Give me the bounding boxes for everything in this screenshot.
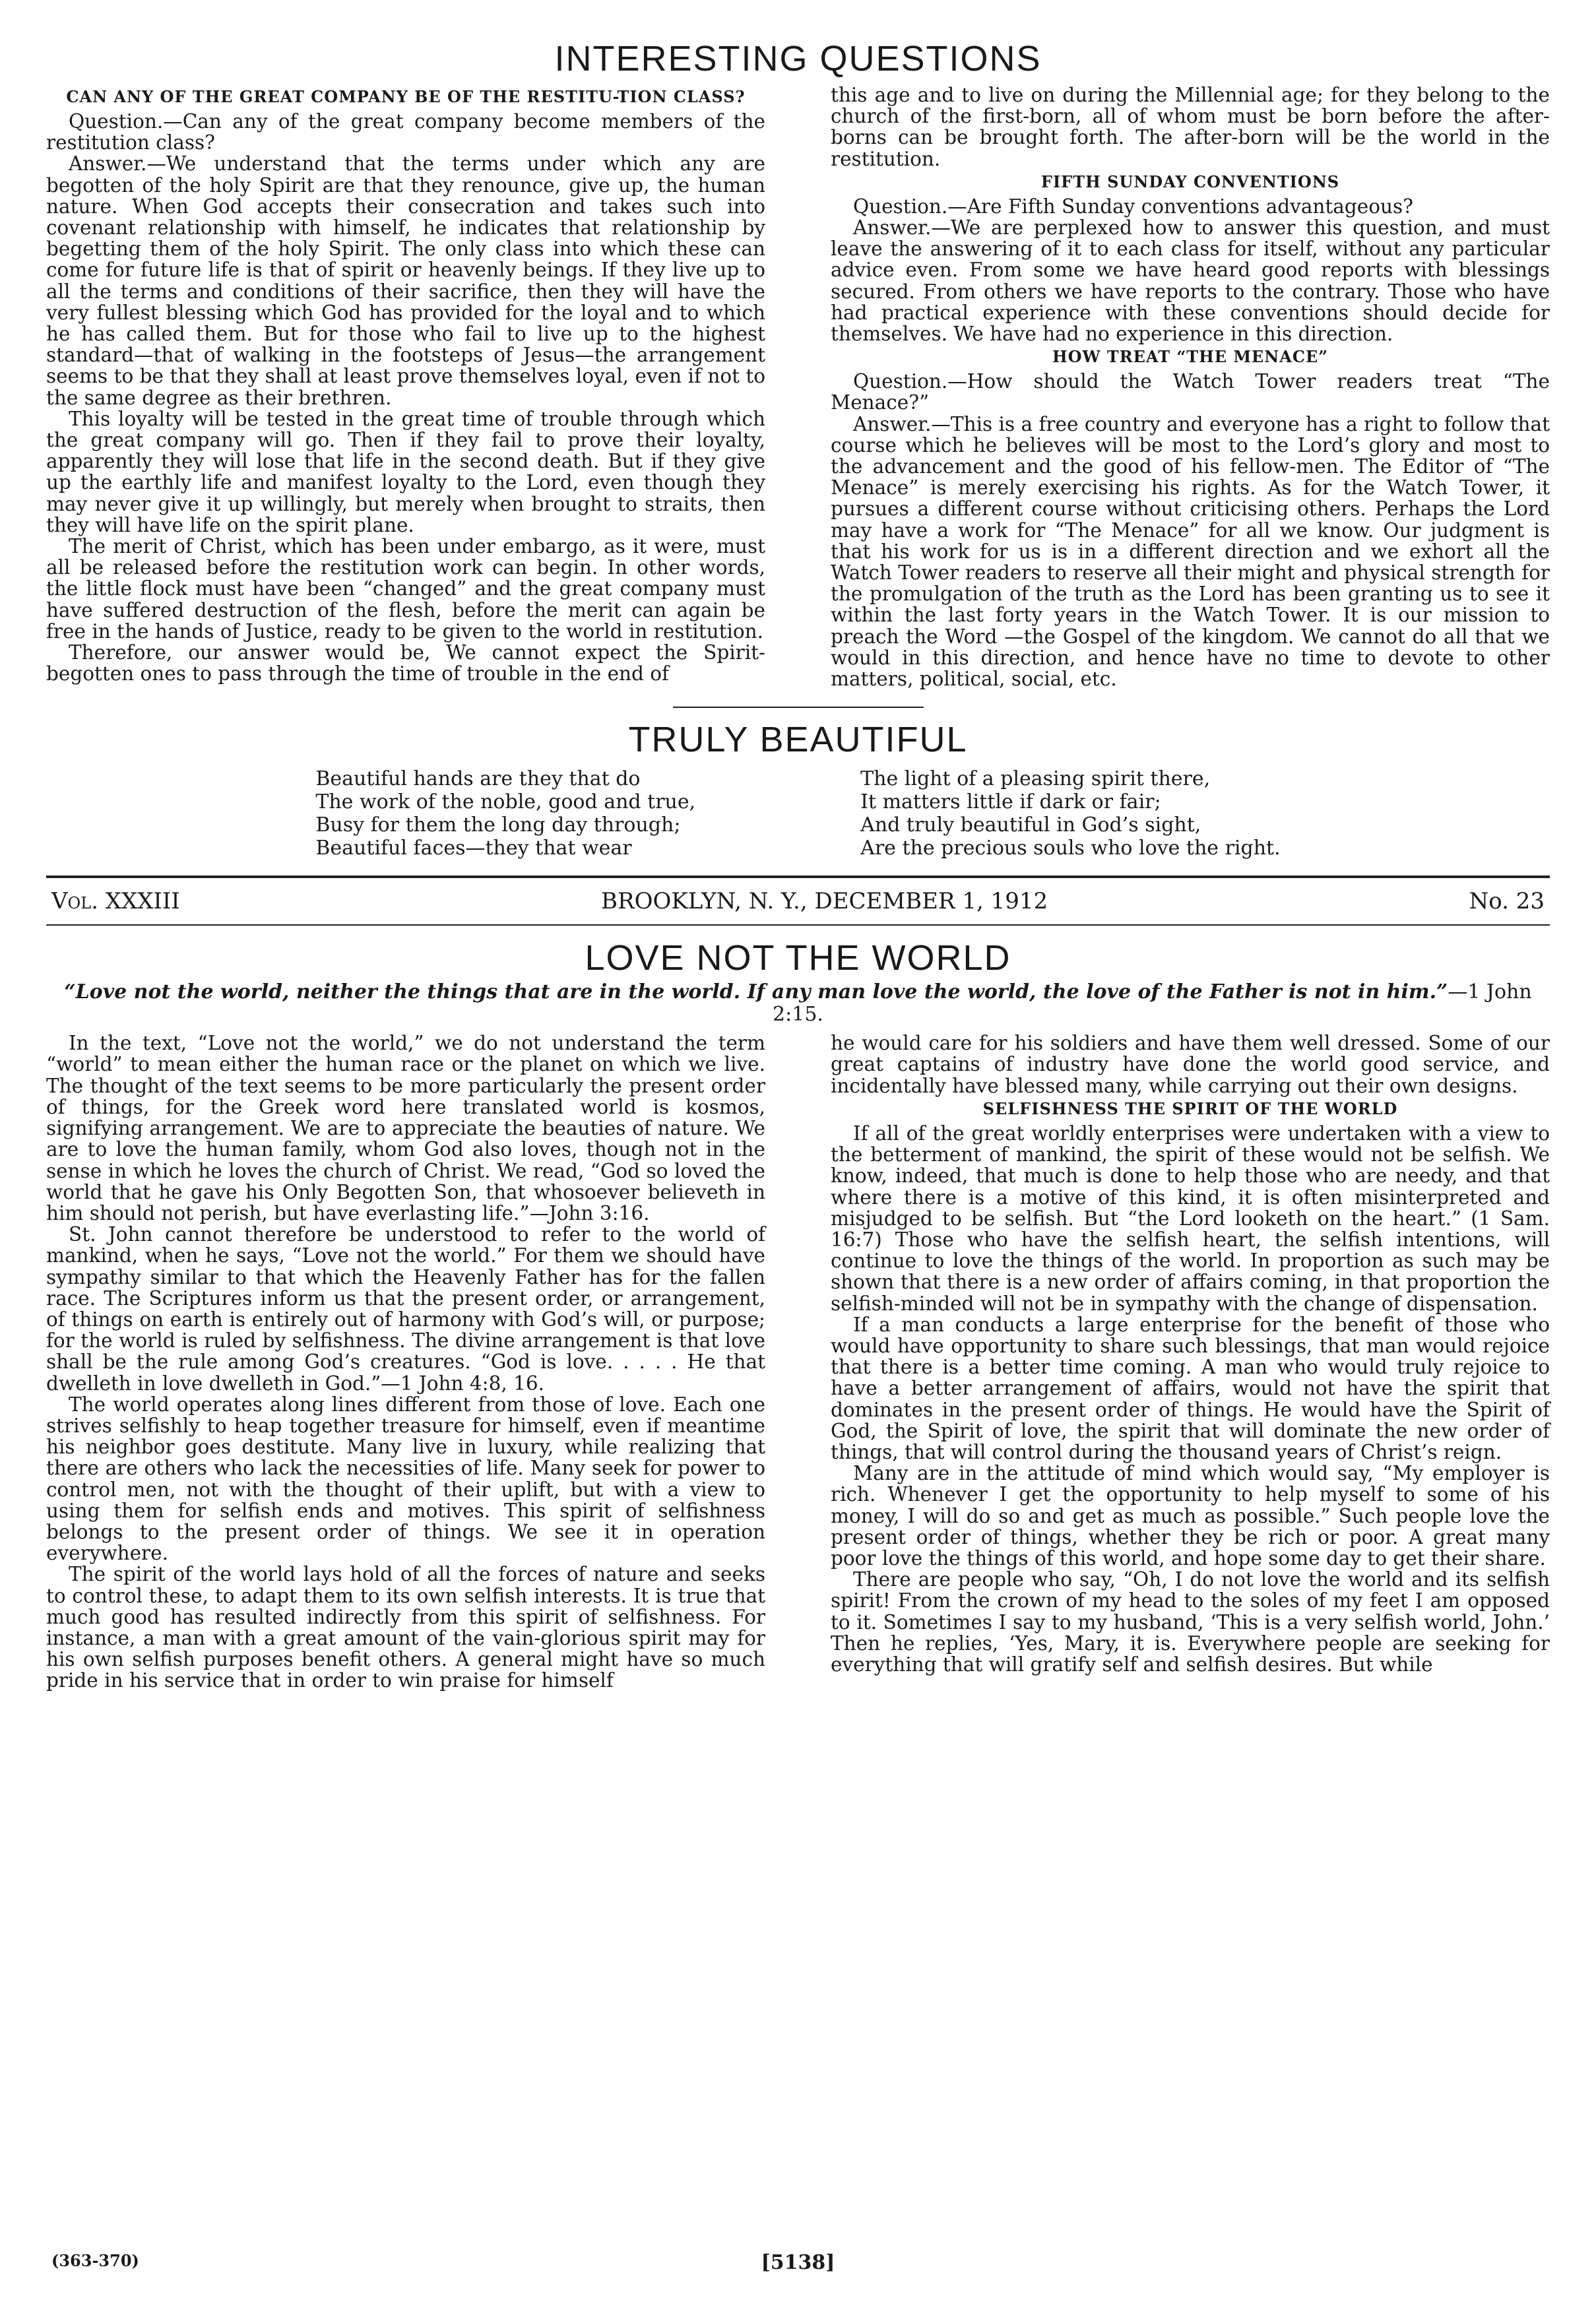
subheading: FIFTH SUNDAY CONVENTIONS xyxy=(1040,172,1340,191)
poem-line: Are the precious souls who love the right. xyxy=(860,837,1281,860)
paragraph: The merit of Christ, which has been under embargo, as it were, must all be released before the restitution work can begin. In other words, the little flock must have been “changed” and the great company must have suffered destruction of the flesh, before the merit can again be free in the hands of Justice, ready to be given to the world in restitution. xyxy=(46,535,765,643)
page-range: (363-370) xyxy=(51,2251,139,2270)
section-divider xyxy=(673,707,924,708)
questions-left-column xyxy=(46,84,765,689)
article-right-column xyxy=(831,1032,1550,1691)
poem-title: TRULY BEAUTIFUL xyxy=(628,720,968,760)
article-title: LOVE NOT THE WORLD xyxy=(585,938,1011,978)
paragraph: Question.—Can any of the great company become members of the restitution class? xyxy=(46,110,765,154)
issue-line xyxy=(46,878,1550,924)
paragraph: If all of the great worldly enterprises were undertaken with a view to the betterment of mankind, the spirit of these would not be selfish. We know, indeed, that much is done to help those who are needy, and that where there is a motive of this kind, it is often misinterpreted and misjudged to be selfish. But “the Lord looketh on the heart.” (1 Sam. 16:7) Those who have the selfish heart, the selfish intentions, will continue to love the things of the world. In proportion as such may be shown that there is a new order of affairs coming, in that proportion the selfish-minded will not be in sympathy with the change of dispensation. xyxy=(831,1122,1550,1315)
paragraph: Question.—How should the Watch Tower readers treat “The Menace?” xyxy=(831,370,1550,414)
poem-line: And truly beautiful in God’s sight, xyxy=(860,813,1201,837)
poem xyxy=(46,767,1550,860)
subheading: SELFISHNESS THE SPIRIT OF THE WORLD xyxy=(982,1098,1398,1118)
paragraph: Answer.—We understand that the terms under which any are begotten of the holy Spirit are that they renounce, give up, the human nature. When God accepts their consecration and takes such into covenant relationship with himself, he indicates that relationship by begetting them of the holy Spirit. The only class into which these can come for future life is that of spirit or heavenly beings. If they live up to all the terms and conditions of their sacrifice, then they will have the very fullest blessing which God has provided for the loyal and to which he has called them. But for those who fail to live up to the highest standard—that of walking in the footsteps of Jesus—the arrangement seems to be that they shall at least prove themselves loyal, even if not to the same degree as their brethren. xyxy=(46,152,765,409)
questions-right-column xyxy=(831,84,1550,689)
article-columns xyxy=(46,1032,1550,1691)
poem-left-stanza xyxy=(315,767,695,860)
newspaper-page xyxy=(46,33,1550,2289)
paragraph: Answer.—We are perplexed how to answer this question, and must leave the answering of it to each class for itself, without any particular advice even. From some we have heard good reports with blessings secured. From others we have reports to the contrary. Those who have had practical experience with these conventions should decide for themselves. We have had no experience in this direction. xyxy=(831,216,1550,346)
paragraph: There are people who say, “Oh, I do not love the world and its selfish spirit! From the crown of my head to the soles of my feet I am opposed to it. Sometimes I say to my husband, ‘This is a very selfish world, John.’ Then he replies, ‘Yes, Mary, it is. Everywhere people are seeking for everything that will gratify self and selfish desires. But while xyxy=(831,1568,1550,1676)
issue-number: No. 23 xyxy=(1469,888,1545,915)
paragraph: this age and to live on during the Millennial age; for they belong to the church of the first-born, all of whom must be born before the after-borns can be brought forth. The after-born will be the world in the restitution. xyxy=(831,84,1550,170)
poem-line: The light of a pleasing spirit there, xyxy=(860,767,1211,791)
poem-right-stanza xyxy=(860,767,1281,860)
poem-line: It matters little if dark or fair; xyxy=(860,790,1161,814)
epigraph xyxy=(51,981,1545,1026)
place-date: BROOKLYN, N. Y., DECEMBER 1, 1912 xyxy=(601,888,1048,915)
paragraph: This loyalty will be tested in the great time of trouble through which the great company will go. Then if they fail to prove their loyalty, apparently they will lose that life in the second death. But if they give up the earthly life and manifest loyalty to the Lord, even though they may never give it up willingly, but merely when brought to straits, then they will have life on the spirit plane. xyxy=(46,407,765,536)
paragraph: he would care for his soldiers and have them well dressed. Some of our great captains of industry have done the world good service, and incidentally have blessed many, while carrying out their own designs. xyxy=(831,1032,1550,1097)
subheading: HOW TREAT “THE MENACE” xyxy=(1052,347,1329,367)
subheading: CAN ANY OF THE GREAT COMPANY BE OF THE RESTITU-TION CLASS? xyxy=(66,87,746,106)
page-number: [5138] xyxy=(761,2251,835,2274)
page-footer xyxy=(46,2251,1550,2277)
epigraph-text: “Love not the world, neither the things that are in the world. If any man love the world, the love of the Father is not in him.” xyxy=(64,980,1448,1004)
epigraph-reference: —1 John 2:15. xyxy=(773,980,1532,1027)
paragraph: Many are in the attitude of mind which would say, “My employer is rich. Whenever I get the opportunity to help myself to some of his money, I will do so and get as much as possible.” Such people love the present order of things, whether they be rich or poor. A great many poor love the things of this world, and hope some day to get their share. xyxy=(831,1462,1550,1570)
paragraph: Answer.—This is a free country and everyone has a right to follow that course which he believes will be most to the Lord’s glory and most to the advancement and the good of his fellow-men. The Editor of “The Menace” is merely exercising his rights. As for the Watch Tower, it pursues a different course without criticising others. Perhaps the Lord may have a work for “The Menace” for all we know. Our judgment is that his work for us is in a different direction and we exhort all the Watch Tower readers to reserve all their might and physical strength for the promulgation of the truth as the Lord has been granting us to see it within the last forty years in the Watch Tower. It is our mission to preach the Word —the Gospel of the kingdom. We cannot do all that we would in this direction, and hence have no time to devote to other matters, political, social, etc. xyxy=(831,412,1550,691)
article-left-column xyxy=(46,1032,765,1691)
paragraph: The world operates along lines different from those of love. Each one strives selfishly to heap together treasure for himself, even if meantime his neighbor goes destitute. Many live in luxury, while realizing that there are others who lack the necessities of life. Many seek for power to control men, not with the thought of their uplift, but with a view to using them for selfish ends and motives. This spirit of selfishness belongs to the present order of things. We see it in operation everywhere. xyxy=(46,1393,765,1565)
volume: Vol. XXXIII xyxy=(51,888,180,915)
questions-columns xyxy=(46,84,1550,689)
poem-line: Beautiful faces—they that wear xyxy=(315,837,632,860)
poem-line: The work of the noble, good and true, xyxy=(315,790,696,814)
masthead-rule-bottom xyxy=(46,924,1550,926)
poem-line: Beautiful hands are they that do xyxy=(315,767,641,791)
paragraph: Question.—Are Fifth Sunday conventions advantageous? xyxy=(853,195,1413,218)
paragraph: If a man conducts a large enterprise for the benefit of those who would have opportunity to share such blessings, that man would rejoice that there is a better time coming. A man who would truly rejoice to have a better arrangement of affairs, would not have the spirit that dominates in the present order of things. He would have the Spirit of God, the Spirit of love, the spirit that will dominate the new order of things, that will control during the thousand years of Christ’s reign. xyxy=(831,1313,1550,1463)
paragraph: The spirit of the world lays hold of all the forces of nature and seeks to control these, to adapt them to its own selfish interests. It is true that much good has resulted indirectly from this spirit of selfishness. For instance, a man with a great amount of the vain-glorious spirit may for his own selfish purposes benefit others. A general might have so much pride in his service that in order to win praise for himself xyxy=(46,1563,765,1692)
paragraph: In the text, “Love not the world,” we do not understand the term “world” to mean either the human race or the planet on which we live. The thought of the text seems to be more particularly the present order of things, for the Greek word here translated world is kosmos, signifying arrangement. We are to appreciate the beauties of nature. We are to love the human family, whom God also loves, though not in the sense in which he loves the church of Christ. We read, “God so loved the world that he gave his Only Begotten Son, that whosoever believeth in him should not perish, but have everlasting life.”—John 3:16. xyxy=(46,1032,765,1224)
paragraph: St. John cannot therefore be understood to refer to the world of mankind, when he says, “Love not the world.” For them we should have sympathy similar to that which the Heavenly Father has for the fallen race. The Scriptures inform us that the present order, or arrangement, of things on earth is entirely out of harmony with God’s will, or purpose; for the world is ruled by selfishness. The divine arrangement is that love shall be the rule among God’s creatures. “God is love. . . . . He that dwelleth in love dwelleth in God.”—1 John 4:8, 16. xyxy=(46,1223,765,1395)
paragraph: Therefore, our answer would be, We cannot expect the Spirit-begotten ones to pass through the time of trouble in the end of xyxy=(46,641,765,685)
section-title-interesting-questions: INTERESTING QUESTIONS xyxy=(554,39,1042,79)
poem-line: Busy for them the long day through; xyxy=(315,813,681,837)
